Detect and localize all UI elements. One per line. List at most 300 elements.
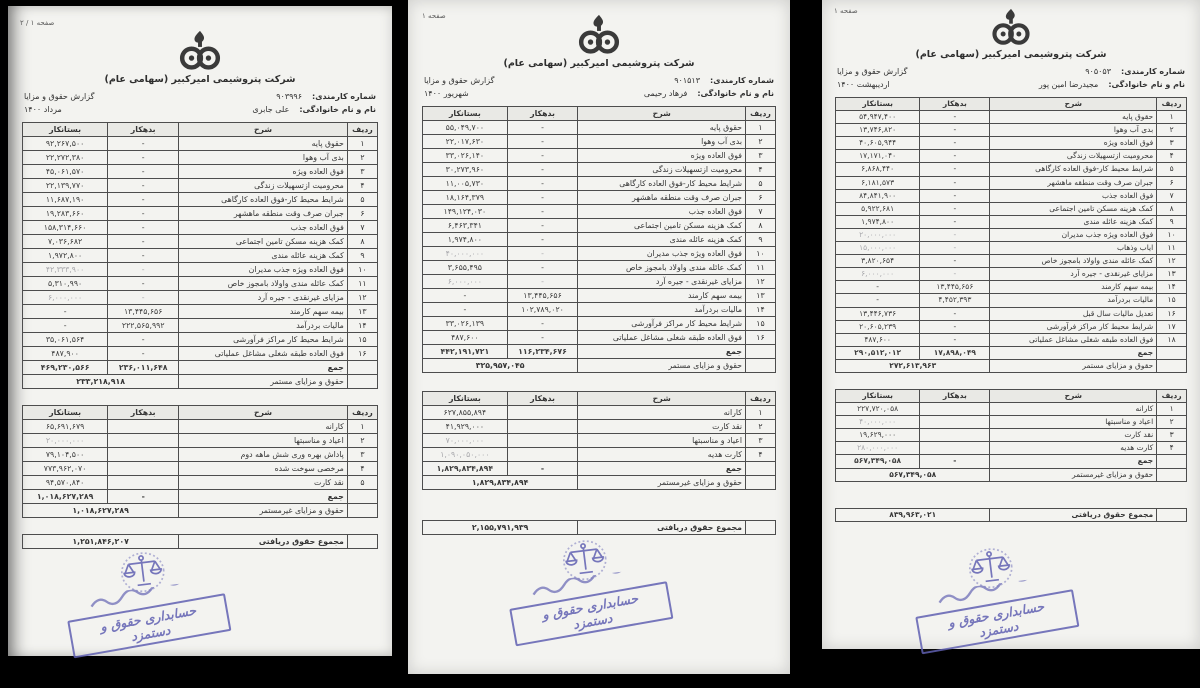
debit-column-header: بدهکار bbox=[507, 107, 578, 121]
debit-cell: - bbox=[108, 151, 179, 165]
row-number-cell: ۴ bbox=[347, 462, 377, 476]
row-number-cell: ۵ bbox=[347, 193, 377, 207]
empty-cell bbox=[1157, 359, 1187, 372]
row-number-cell: ۱۶ bbox=[746, 331, 776, 345]
grand-total-value: ۸۳۹,۹۶۳,۰۲۱ bbox=[836, 508, 990, 521]
description-cell: محرومیت ازتسهیلات زندگی bbox=[578, 163, 746, 177]
row-number-cell: ۲ bbox=[1157, 124, 1187, 137]
row-number-cell: ۳ bbox=[746, 149, 776, 163]
debit-cell: - bbox=[920, 307, 990, 320]
debit-cell: - bbox=[507, 149, 578, 163]
credit-cell: ۹۲,۲۶۷,۵۰۰ bbox=[23, 137, 108, 151]
credit-cell: ۸۴,۸۴۱,۹۰۰ bbox=[836, 189, 920, 202]
debit-cell: ۲۲۲,۵۶۵,۹۹۲ bbox=[108, 319, 179, 333]
credit-cell: ۴۰,۰۰۰,۰۰۰ bbox=[836, 416, 920, 429]
credit-cell: - bbox=[836, 281, 920, 294]
report-title: گزارش حقوق و مزایا bbox=[424, 76, 495, 85]
sum-row bbox=[23, 361, 378, 375]
table-row bbox=[836, 137, 1187, 150]
description-cell: شرایط محیط کار-فوق العاده کارگاهی bbox=[179, 193, 348, 207]
description-cell: بیمه سهم کارمند bbox=[179, 305, 348, 319]
row-number-cell: ۱۱ bbox=[347, 277, 377, 291]
table-row bbox=[836, 189, 1187, 202]
table-row bbox=[836, 202, 1187, 215]
debit-cell: - bbox=[920, 255, 990, 268]
debit-cell: - bbox=[507, 163, 578, 177]
table-row bbox=[423, 303, 776, 317]
description-cell: اعیاد و مناسبتها bbox=[578, 434, 746, 448]
table-row bbox=[423, 163, 776, 177]
total-label: حقوق و مزایای مستمر bbox=[990, 359, 1157, 372]
total-row bbox=[836, 468, 1187, 481]
debit-cell: - bbox=[507, 177, 578, 191]
description-cell: بدی آب وهوا bbox=[179, 151, 348, 165]
description-column-header: شرح bbox=[990, 98, 1157, 111]
total-value: ۲۳۳,۲۱۸,۹۱۸ bbox=[23, 375, 179, 389]
row-number-cell: ۳ bbox=[1157, 429, 1187, 442]
credit-cell: ۲۰,۰۰۰,۰۰۰ bbox=[23, 434, 108, 448]
description-cell: شرایط محیط کار مراکز فرآورشی bbox=[179, 333, 348, 347]
accounting-stamp bbox=[909, 539, 1079, 651]
credit-cell: - bbox=[423, 303, 508, 317]
recurring-earnings-table bbox=[422, 106, 776, 373]
employee-name-value: علی جابری bbox=[252, 104, 290, 114]
company-logo-icon bbox=[572, 14, 626, 55]
row-number-cell: ۹ bbox=[347, 249, 377, 263]
description-column-header: شرح bbox=[179, 406, 348, 420]
debit-cell: - bbox=[920, 202, 990, 215]
sum-credit-value: ۱,۸۲۹,۸۳۴,۸۹۴ bbox=[423, 462, 508, 476]
employee-name-label: نام و نام خانوادگی: bbox=[1108, 79, 1185, 89]
credit-cell: ۱۱,۶۸۷,۱۹۰ bbox=[23, 193, 108, 207]
empty-cell bbox=[347, 361, 377, 375]
document-meta bbox=[24, 91, 376, 116]
description-cell: کمک عائله مندی واولاد بامجوز خاص bbox=[578, 261, 746, 275]
debit-cell: - bbox=[108, 347, 179, 361]
description-cell: فوق العاده جذب bbox=[179, 221, 348, 235]
employee-name-label: نام و نام خانوادگی: bbox=[299, 104, 376, 114]
row-number-cell: ۱۴ bbox=[746, 303, 776, 317]
company-logo-icon bbox=[984, 8, 1038, 46]
row-column-header: ردیف bbox=[347, 406, 377, 420]
row-number-cell: ۴ bbox=[347, 179, 377, 193]
credit-cell: ۴۸۷,۶۰۰ bbox=[836, 333, 920, 346]
description-cell: مرخصی سوخت شده bbox=[179, 462, 348, 476]
credit-cell: ۱۹,۶۲۹,۰۰۰ bbox=[836, 429, 920, 442]
description-cell: فوق العاده طبقه شغلی مشاغل عملیاتی bbox=[179, 347, 348, 361]
row-number-cell: ۶ bbox=[1157, 176, 1187, 189]
credit-cell: ۶,۰۰۰,۰۰۰ bbox=[23, 291, 108, 305]
table-row bbox=[836, 416, 1187, 429]
row-column-header: ردیف bbox=[347, 123, 377, 137]
row-number-cell: ۹ bbox=[746, 233, 776, 247]
credit-cell: ۴۲,۳۳۳,۹۰۰ bbox=[23, 263, 108, 277]
credit-cell: - bbox=[836, 294, 920, 307]
debit-cell: ۱۰۲,۷۸۹,۰۲۰ bbox=[507, 303, 578, 317]
sum-label: جمع bbox=[179, 490, 348, 504]
description-cell: کارت هدیه bbox=[990, 442, 1157, 455]
table-row bbox=[836, 429, 1187, 442]
debit-cell: - bbox=[507, 219, 578, 233]
credit-cell: ۱۷,۱۷۱,۰۴۰ bbox=[836, 150, 920, 163]
row-number-cell: ۳ bbox=[347, 448, 377, 462]
table-header-row bbox=[836, 98, 1187, 111]
description-cell: جبران صرف وقت منطقه ماهشهر bbox=[179, 207, 348, 221]
debit-cell: - bbox=[920, 124, 990, 137]
credit-cell: ۴۰,۰۰۰,۰۰۰ bbox=[423, 247, 508, 261]
debit-cell: - bbox=[108, 249, 179, 263]
employee-no-label: شماره کارمندی: bbox=[312, 92, 376, 101]
table-row bbox=[423, 275, 776, 289]
table-row bbox=[836, 281, 1187, 294]
debit-cell: - bbox=[507, 317, 578, 331]
description-cell: کمک عائله مندی واولاد بامجوز خاص bbox=[990, 255, 1157, 268]
payslip-document-2 bbox=[408, 0, 790, 674]
grand-total-table bbox=[22, 534, 378, 549]
empty-cell bbox=[746, 359, 776, 373]
row-number-cell: ۱ bbox=[1157, 403, 1187, 416]
credit-cell: ۷۰,۰۰۰,۰۰۰ bbox=[423, 434, 508, 448]
table-row bbox=[836, 111, 1187, 124]
report-title: گزارش حقوق و مزایا bbox=[24, 92, 95, 101]
row-number-cell: ۱ bbox=[746, 121, 776, 135]
debit-cell: - bbox=[108, 137, 179, 151]
total-row bbox=[836, 359, 1187, 372]
credit-cell: ۱۴۹,۱۲۴,۰۳۰ bbox=[423, 205, 508, 219]
row-number-cell: ۱۰ bbox=[746, 247, 776, 261]
grand-total-table bbox=[835, 508, 1187, 522]
debit-cell: - bbox=[507, 247, 578, 261]
table-row bbox=[23, 420, 378, 434]
row-number-cell: ۲ bbox=[746, 420, 776, 434]
total-label: حقوق و مزایای مستمر bbox=[578, 359, 746, 373]
table-row bbox=[836, 176, 1187, 189]
debit-cell bbox=[108, 448, 179, 462]
credit-cell: ۷۹,۱۰۴,۵۰۰ bbox=[23, 448, 108, 462]
table-row bbox=[423, 205, 776, 219]
table-row bbox=[23, 207, 378, 221]
row-number-cell: ۱۱ bbox=[1157, 242, 1187, 255]
row-column-header: ردیف bbox=[746, 107, 776, 121]
row-number-cell: ۷ bbox=[746, 205, 776, 219]
credit-cell: ۲۲۷,۷۲۰,۰۵۸ bbox=[836, 403, 920, 416]
debit-cell bbox=[507, 434, 578, 448]
description-cell: شرایط محیط کار مراکز فرآورشی bbox=[990, 320, 1157, 333]
table-row bbox=[23, 462, 378, 476]
credit-cell: ۱۹,۲۸۳,۶۶۰ bbox=[23, 207, 108, 221]
table-row bbox=[23, 193, 378, 207]
debit-cell bbox=[507, 448, 578, 462]
description-cell: مالیات بردرآمد bbox=[578, 303, 746, 317]
debit-column-header: بدهکار bbox=[920, 98, 990, 111]
scales-of-justice-icon bbox=[966, 546, 1017, 591]
empty-cell bbox=[746, 521, 776, 535]
row-number-cell: ۱۱ bbox=[746, 261, 776, 275]
debit-column-header: بدهکار bbox=[108, 123, 179, 137]
credit-cell: ۱,۹۷۲,۸۰۰ bbox=[23, 249, 108, 263]
empty-cell bbox=[347, 490, 377, 504]
empty-cell bbox=[1157, 468, 1187, 481]
credit-column-header: بستانکار bbox=[23, 123, 108, 137]
empty-cell bbox=[347, 375, 377, 389]
sum-debit-value: - bbox=[920, 455, 990, 468]
grand-total-label: مجموع حقوق دریافتی bbox=[578, 521, 746, 535]
table-row bbox=[836, 215, 1187, 228]
debit-cell: - bbox=[920, 320, 990, 333]
debit-cell: - bbox=[108, 193, 179, 207]
total-value: ۳۲۵,۹۵۷,۰۴۵ bbox=[423, 359, 578, 373]
credit-cell: ۱۵,۰۰۰,۰۰۰ bbox=[836, 242, 920, 255]
description-cell: ایاب وذهاب bbox=[990, 242, 1157, 255]
non-recurring-earnings-table bbox=[22, 405, 378, 518]
total-label: حقوق و مزایای غیرمستمر bbox=[990, 468, 1157, 481]
description-cell: اعیاد و مناسبتها bbox=[179, 434, 348, 448]
debit-cell: - bbox=[920, 242, 990, 255]
sum-label: جمع bbox=[179, 361, 348, 375]
stamp-signature-squiggle bbox=[934, 577, 1053, 609]
credit-cell: ۱۸,۱۶۴,۳۷۹ bbox=[423, 191, 508, 205]
stamp-text: حسابداری حقوق و دستمزد bbox=[509, 581, 673, 646]
table-row bbox=[423, 261, 776, 275]
grand-total-row bbox=[23, 535, 378, 549]
description-cell: محرومیت ازتسهیلات زندگی bbox=[179, 179, 348, 193]
table-row bbox=[23, 434, 378, 448]
debit-cell bbox=[920, 403, 990, 416]
empty-cell bbox=[1157, 508, 1187, 521]
description-cell: جبران صرف وقت منطقه ماهشهر bbox=[990, 176, 1157, 189]
row-number-cell: ۷ bbox=[347, 221, 377, 235]
table-row bbox=[23, 347, 378, 361]
description-cell: مزایای غیرنقدی - جیره آرد bbox=[578, 275, 746, 289]
debit-column-header: بدهکار bbox=[507, 392, 578, 406]
description-cell: مزایای غیرنقدی - جیره آرد bbox=[179, 291, 348, 305]
table-row bbox=[23, 476, 378, 490]
sum-row bbox=[423, 345, 776, 359]
employee-no-value: ۹۰۵۰۵۳ bbox=[1085, 67, 1112, 76]
sum-label: جمع bbox=[990, 346, 1157, 359]
company-name: شرکت پتروشیمی امیرکبیر (سهامی عام) bbox=[915, 49, 1107, 60]
report-period: مرداد ۱۴۰۰ bbox=[24, 104, 62, 114]
total-label: حقوق و مزایای غیرمستمر bbox=[179, 504, 348, 518]
row-number-cell: ۱۳ bbox=[347, 305, 377, 319]
debit-cell: - bbox=[108, 263, 179, 277]
description-cell: کمک عائله مندی واولاد بامجوز خاص bbox=[179, 277, 348, 291]
debit-cell: - bbox=[920, 150, 990, 163]
row-number-cell: ۳ bbox=[1157, 137, 1187, 150]
row-number-cell: ۱۲ bbox=[746, 275, 776, 289]
credit-cell: - bbox=[23, 305, 108, 319]
row-number-cell: ۴ bbox=[1157, 150, 1187, 163]
description-cell: حقوق پایه bbox=[578, 121, 746, 135]
row-number-cell: ۱ bbox=[746, 406, 776, 420]
credit-cell: ۱۱,۰۰۵,۷۳۰ bbox=[423, 177, 508, 191]
company-name: شرکت پتروشیمی امیرکبیر (سهامی عام) bbox=[503, 58, 695, 69]
row-number-cell: ۴ bbox=[746, 163, 776, 177]
table-row bbox=[423, 317, 776, 331]
row-number-cell: ۴ bbox=[1157, 442, 1187, 455]
table-row bbox=[423, 233, 776, 247]
row-number-cell: ۳ bbox=[347, 165, 377, 179]
table-row bbox=[836, 294, 1187, 307]
row-number-cell: ۱۵ bbox=[746, 317, 776, 331]
document-meta bbox=[837, 66, 1185, 91]
accounting-stamp bbox=[61, 543, 231, 655]
sum-credit-value: ۲۹۰,۵۱۲,۰۱۲ bbox=[836, 346, 920, 359]
recurring-earnings-table bbox=[835, 97, 1187, 373]
total-label: حقوق و مزایای مستمر bbox=[179, 375, 348, 389]
debit-cell: - bbox=[108, 221, 179, 235]
credit-cell: ۳۳,۰۲۶,۱۳۹ bbox=[423, 317, 508, 331]
description-cell: نقد کارت bbox=[578, 420, 746, 434]
credit-cell: ۶,۰۰۰,۰۰۰ bbox=[423, 275, 508, 289]
credit-cell: ۲۰,۶۰۵,۲۳۹ bbox=[836, 320, 920, 333]
empty-cell bbox=[1157, 455, 1187, 468]
sum-row bbox=[836, 455, 1187, 468]
table-header-row bbox=[423, 107, 776, 121]
table-row bbox=[836, 268, 1187, 281]
description-cell: محرومیت ازتسهیلات زندگی bbox=[990, 150, 1157, 163]
description-cell: فوق العاده طبقه شغلی مشاغل عملیاتی bbox=[990, 333, 1157, 346]
description-cell: کارانه bbox=[179, 420, 348, 434]
row-number-cell: ۶ bbox=[347, 207, 377, 221]
debit-cell: - bbox=[920, 176, 990, 189]
row-number-cell: ۸ bbox=[1157, 202, 1187, 215]
credit-cell: ۲۲,۰۱۷,۶۳۰ bbox=[423, 135, 508, 149]
description-cell: فوق العاده ویژه جذب مدیران bbox=[578, 247, 746, 261]
debit-cell: - bbox=[920, 111, 990, 124]
sum-label: جمع bbox=[578, 345, 746, 359]
credit-cell: ۱,۹۷۴,۸۰۰ bbox=[836, 215, 920, 228]
total-row bbox=[23, 375, 378, 389]
company-logo-icon bbox=[173, 30, 227, 71]
debit-cell: - bbox=[507, 233, 578, 247]
row-number-cell: ۵ bbox=[746, 177, 776, 191]
sum-credit-value: ۱,۰۱۸,۶۲۷,۲۸۹ bbox=[23, 490, 108, 504]
grand-total-label: مجموع حقوق دریافتی bbox=[990, 508, 1157, 521]
credit-cell: ۴۵,۰۶۱,۵۷۰ bbox=[23, 165, 108, 179]
table-row bbox=[23, 263, 378, 277]
credit-column-header: بستانکار bbox=[23, 406, 108, 420]
debit-cell bbox=[108, 420, 179, 434]
employee-no-value: ۹۰۱۵۱۳ bbox=[674, 76, 701, 85]
debit-cell: - bbox=[507, 191, 578, 205]
table-row bbox=[836, 403, 1187, 416]
debit-cell: - bbox=[507, 261, 578, 275]
stamp-text: حسابداری حقوق و دستمزد bbox=[915, 589, 1079, 654]
description-cell: شرایط محیط کار-فوق العاده کارگاهی bbox=[990, 163, 1157, 176]
credit-column-header: بستانکار bbox=[423, 107, 508, 121]
debit-cell bbox=[920, 416, 990, 429]
row-number-cell: ۷ bbox=[1157, 189, 1187, 202]
credit-cell: ۶,۴۶۳,۳۴۱ bbox=[423, 219, 508, 233]
table-header-row bbox=[23, 123, 378, 137]
table-row bbox=[23, 221, 378, 235]
description-cell: مزایای غیرنقدی - جیره آرد bbox=[990, 268, 1157, 281]
credit-cell: ۷۷۳,۹۶۲,۰۷۰ bbox=[23, 462, 108, 476]
row-number-cell: ۲ bbox=[746, 135, 776, 149]
employee-name-value: مجیدرضا امین پور bbox=[1038, 79, 1099, 89]
table-row bbox=[423, 289, 776, 303]
accounting-stamp bbox=[503, 531, 673, 643]
table-row bbox=[836, 150, 1187, 163]
payslip-document-3 bbox=[822, 0, 1200, 649]
credit-cell: ۲۲,۱۳۹,۷۷۰ bbox=[23, 179, 108, 193]
row-number-cell: ۹ bbox=[1157, 215, 1187, 228]
total-value: ۲۷۲,۶۱۳,۹۶۳ bbox=[836, 359, 990, 372]
debit-cell: ۱۳,۴۴۵,۶۵۶ bbox=[108, 305, 179, 319]
row-number-cell: ۱۲ bbox=[347, 291, 377, 305]
description-cell: کمک هزینه عائله مندی bbox=[990, 215, 1157, 228]
debit-cell: - bbox=[920, 268, 990, 281]
description-cell: بدی آب وهوا bbox=[578, 135, 746, 149]
row-column-header: ردیف bbox=[1157, 389, 1187, 402]
debit-cell bbox=[108, 462, 179, 476]
employee-no-value: ۹۰۳۹۹۶ bbox=[276, 92, 303, 101]
credit-cell: ۳۰,۲۷۳,۹۶۰ bbox=[423, 163, 508, 177]
debit-cell: - bbox=[920, 228, 990, 241]
credit-cell: ۱۳,۷۴۶,۸۲۰ bbox=[836, 124, 920, 137]
debit-cell: ۱۳,۴۴۵,۶۵۶ bbox=[920, 281, 990, 294]
row-column-header: ردیف bbox=[1157, 98, 1187, 111]
debit-cell: - bbox=[108, 207, 179, 221]
debit-cell bbox=[108, 476, 179, 490]
table-row bbox=[423, 448, 776, 462]
employee-name-value: فرهاد رحیمی bbox=[643, 88, 688, 98]
company-name: شرکت پتروشیمی امیرکبیر (سهامی عام) bbox=[104, 74, 296, 85]
table-header-row bbox=[423, 392, 776, 406]
report-title: گزارش حقوق و مزایا bbox=[837, 67, 908, 76]
row-number-cell: ۱ bbox=[1157, 111, 1187, 124]
debit-cell bbox=[507, 420, 578, 434]
non-recurring-earnings-table bbox=[835, 389, 1187, 482]
description-cell: فوق العاده ویژه جذب مدیران bbox=[179, 263, 348, 277]
debit-column-header: بدهکار bbox=[108, 406, 179, 420]
row-number-cell: ۸ bbox=[347, 235, 377, 249]
credit-cell: ۶,۰۰۰,۰۰۰ bbox=[836, 268, 920, 281]
credit-column-header: بستانکار bbox=[836, 98, 920, 111]
description-cell: فوق العاده ویژه جذب مدیران bbox=[990, 228, 1157, 241]
description-cell: اعیاد و مناسبتها bbox=[990, 416, 1157, 429]
table-row bbox=[23, 305, 378, 319]
debit-cell: - bbox=[108, 333, 179, 347]
grand-total-value: ۲,۱۵۵,۷۹۱,۹۳۹ bbox=[423, 521, 578, 535]
row-number-cell: ۵ bbox=[347, 476, 377, 490]
total-row bbox=[423, 476, 776, 490]
credit-cell: ۱,۰۹۰,۰۵۰,۰۰۰ bbox=[423, 448, 508, 462]
table-row bbox=[836, 163, 1187, 176]
page-number-label: صفحه ۱ / ۲ bbox=[20, 19, 55, 27]
row-number-cell: ۱۰ bbox=[347, 263, 377, 277]
table-row bbox=[423, 177, 776, 191]
credit-cell: ۶۵,۶۹۱,۶۷۹ bbox=[23, 420, 108, 434]
table-row bbox=[23, 333, 378, 347]
scales-of-justice-icon bbox=[560, 538, 611, 583]
row-number-cell: ۶ bbox=[746, 191, 776, 205]
debit-cell: - bbox=[507, 121, 578, 135]
sum-label: جمع bbox=[578, 462, 746, 476]
credit-cell: ۴۸۷,۹۰۰ bbox=[23, 347, 108, 361]
credit-cell: ۵,۳۱۰,۹۹۰ bbox=[23, 277, 108, 291]
stamp-text: حسابداری حقوق و دستمزد bbox=[67, 593, 231, 658]
sum-debit-value: ۱۷,۸۹۸,۰۴۹ bbox=[920, 346, 990, 359]
credit-cell: ۲۲,۲۷۲,۳۸۰ bbox=[23, 151, 108, 165]
row-number-cell: ۱۳ bbox=[1157, 268, 1187, 281]
row-number-cell: ۱۴ bbox=[347, 319, 377, 333]
debit-column-header: بدهکار bbox=[920, 389, 990, 402]
table-row bbox=[423, 331, 776, 345]
table-row bbox=[836, 320, 1187, 333]
row-number-cell: ۱۶ bbox=[1157, 307, 1187, 320]
